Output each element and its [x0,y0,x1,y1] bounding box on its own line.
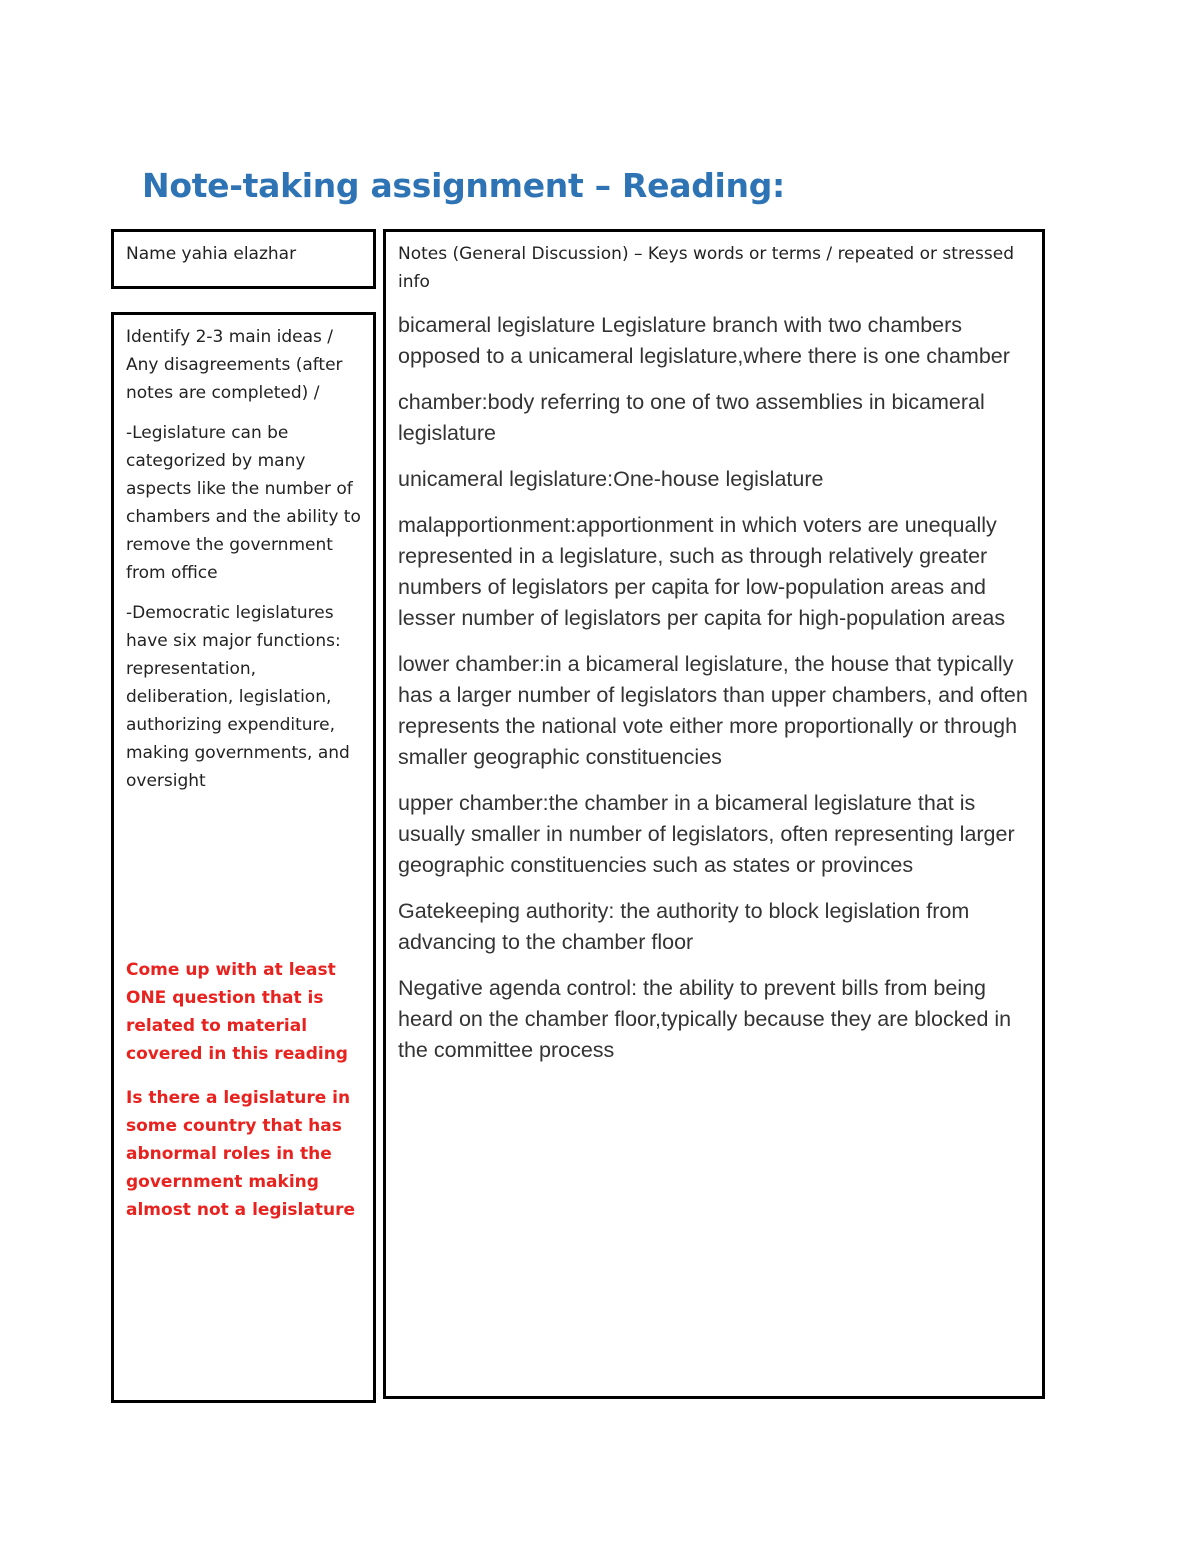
student-name: Name yahia elazhar [126,244,297,264]
notes-header: Notes (General Discussion) – Keys words or terms / repeated or stressed info [398,244,1014,292]
main-idea-2: -Democratic legislatures have six major functions: representation, deliberation, legislation, authorizing expenditure, making governments, and oversight [126,603,350,791]
question-prompt: Come up with at least ONE question that is related to material covered in this reading [126,960,348,1064]
note-item: chamber:body referring to one of two assemblies in bicameral legislature [398,390,985,445]
note-item: upper chamber:the chamber in a bicameral legislature that is usually smaller in number of legislators, often representing larger geographic constituencies such as states or provinces [398,791,1015,877]
note-item: Negative agenda control: the ability to prevent bills from being heard on the chamber floor,typically because they are blocked in the committee process [398,976,1012,1062]
notes-box [383,229,1045,1399]
notes-list [398,310,1030,1066]
note-item: malapportionment:apportionment in which voters are unequally represented in a legislature, such as through relatively greater numbers of legislators per capita for low-population areas and lesser number of legislators per capita for high-population areas [398,513,1006,630]
name-box [111,229,376,289]
main-ideas-box [111,312,376,1403]
page-title: Note-taking assignment – Reading: [142,166,785,205]
note-item: Gatekeeping authority: the authority to block legislation from advancing to the chamber floor [398,899,970,954]
note-item: unicameral legislature:One-house legislature [398,467,824,491]
question-block [126,956,366,1224]
note-item: lower chamber:in a bicameral legislature, the house that typically has a larger number of legislators than upper chambers, and often represents the national vote either more proportionally or through smaller geographic constituencies [398,652,1028,769]
note-item: bicameral legislature Legislature branch with two chambers opposed to a unicameral legislature,where there is one chamber [398,313,1010,368]
question-text: Is there a legislature in some country that has abnormal roles in the government making almost not a legislature [126,1088,355,1220]
main-idea-1: -Legislature can be categorized by many aspects like the number of chambers and the ability to remove the government from office [126,423,361,583]
main-ideas-prompt: Identify 2-3 main ideas / Any disagreements (after notes are completed) / [126,327,343,403]
